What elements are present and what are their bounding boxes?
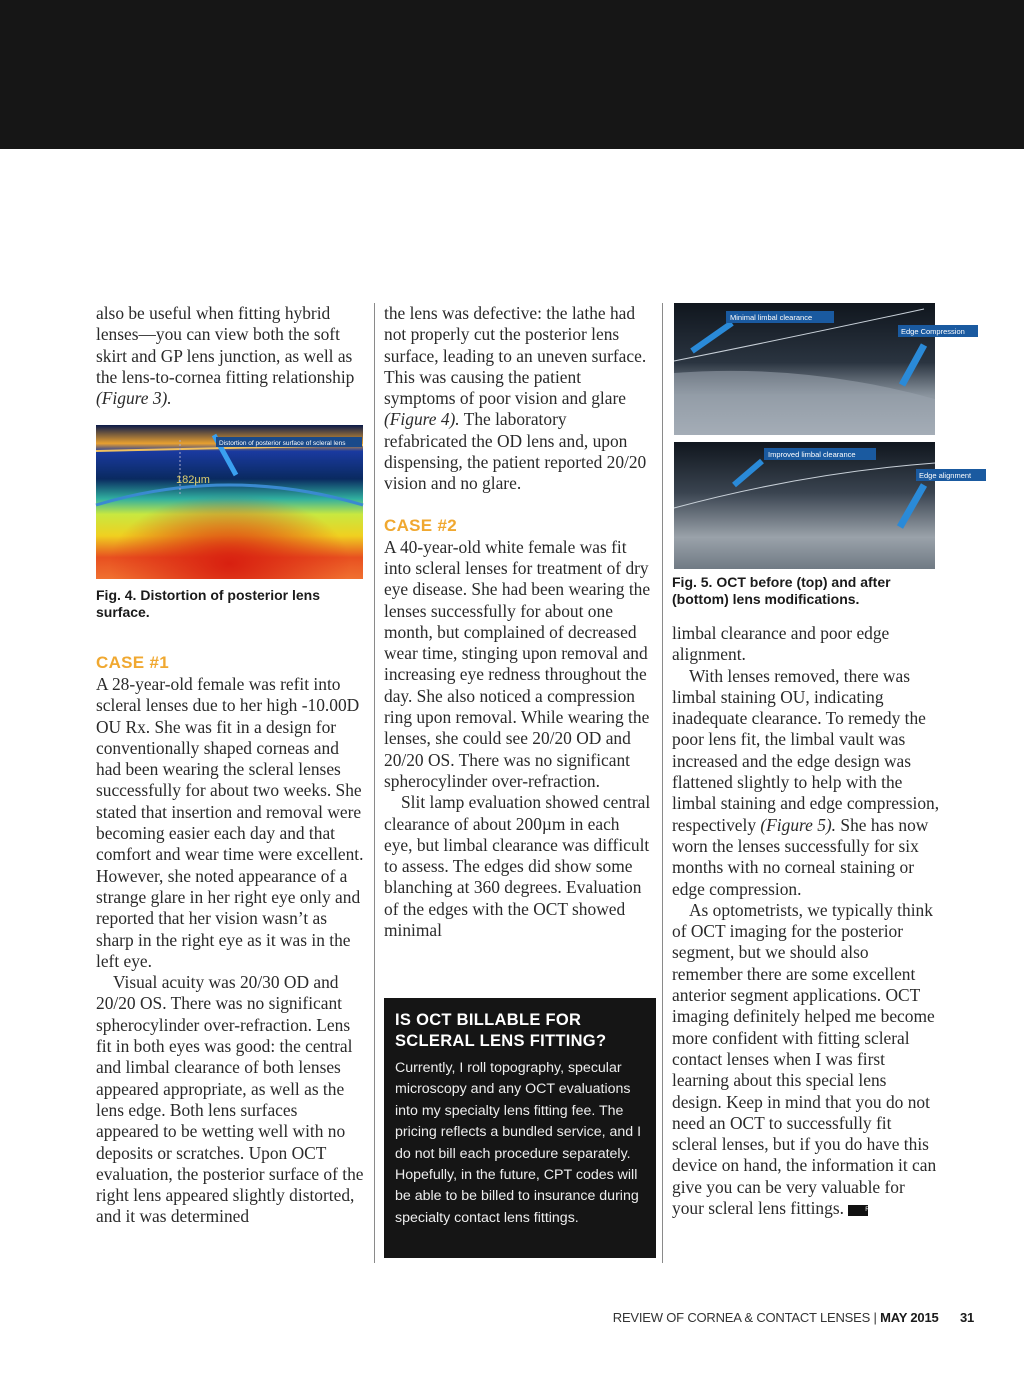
svg-text:Improved limbal clearance: Improved limbal clearance <box>768 450 856 459</box>
figure-5-image <box>674 303 972 569</box>
paragraph: A 40-year-old white female was fit into scleral lenses for treatment of dry eye disease. She had been wearing the lenses successfully for about one month, but complained of decreased wear time, stinging upon removal and increasing eye redness throughout the day. She also noticed a compression ring upon removal. While wearing the lenses, she could see 20/20 OD and 20/20 OS. There was no significant spherocylinder over-refraction. <box>384 536 651 791</box>
figure-5-caption: Fig. 5. OCT before (top) and after (bottom) lens modifications. <box>672 574 891 607</box>
svg-text:Minimal limbal clearance: Minimal limbal clearance <box>730 313 813 322</box>
paragraph: A 28-year-old female was refit into scleral lenses due to her high -10.00D OU Rx. She was fit in a design for conventionally shaped corneas and had been wearing the scleral lenses successfully for about two weeks. She stated that insertion and removal were becoming easier each day and that comfort and wear time were excellent. However, she noted appearance of a strange glare in her right eye only and reported that her vision wasn’t as sharp in the right eye as it was in the left eye. <box>96 674 364 971</box>
svg-text:Edge Compression: Edge Compression <box>901 327 965 336</box>
paragraph: Visual acuity was 20/30 OD and 20/20 OS. There was no significant spherocylinder over-refraction. Lens fit in both eyes was good: the central and limbal clearance of both lenses appeared appropriate, as well as the lens edge. Both lens surfaces appeared to be wetting well with no deposits or scratches. Upon OCT evaluation, the posterior surface of the right lens appeared slightly distorted, and it was determined <box>96 972 364 1227</box>
paragraph: the lens was defective: the lathe had not properly cut the posterior lens surface, leading to an uneven surface. This was causing the patient symptoms of poor vision and glare (Figure 4). The laboratory refabricated the OD lens and, upon dispensing, the patient reported 20/20 vision and no glare. <box>384 303 647 494</box>
svg-text:182μm: 182μm <box>176 474 210 486</box>
paragraph: With lenses removed, there was limbal staining OU, indicating inadequate clearance. To remedy the poor lens fit, the limbal vault was increased and the edge design was flattened slightly to help with the limbal staining and edge compression, respectively (Figure 5). She has now worn the lenses successfully for six months with no corneal staining or edge compression. <box>672 665 940 899</box>
case-1-heading: CASE #1 <box>96 653 169 672</box>
figure-4-image <box>96 425 363 579</box>
column-rule <box>662 303 663 1263</box>
column-3 <box>672 574 940 1219</box>
svg-text:Distortion of posterior surfac: Distortion of posterior surface of scleral lens <box>219 440 346 447</box>
column-1-lower <box>96 587 364 1228</box>
footer-separator: | <box>873 1310 877 1325</box>
paragraph: limbal clearance and poor edge alignment. <box>672 623 890 665</box>
top-band <box>0 0 1024 149</box>
issue-date: MAY 2015 <box>880 1310 939 1325</box>
sidebar-title: IS OCT BILLABLE FOR SCLERAL LENS FITTING? <box>395 1011 607 1050</box>
case-2-heading: CASE #2 <box>384 515 457 535</box>
sidebar-text: Currently, I roll topography, specular microscopy and any OCT evaluations into my specialty lens fitting fee. The pricing reflects a bundled service, and I do not bill each procedure separately. Hopefully, in the future, CPT codes will be able to be billed to insurance during specialty contact lens fittings. <box>395 1060 642 1226</box>
svg-text:Edge alignment: Edge alignment <box>919 471 972 480</box>
end-mark-logo: RCCL <box>848 1205 868 1216</box>
figure-4-caption: Fig. 4. Distortion of posterior lens surface. <box>96 587 321 620</box>
publication-name: REVIEW OF CORNEA & CONTACT LENSES <box>612 1310 871 1325</box>
paragraph: As optometrists, we typically think of OCT imaging for the posterior segment, but we should also remember there are some excellent anterior segment applications. OCT imaging definitely helped me become more confident with fitting scleral contact lenses when I was first learning about this special lens design. Keep in mind that you do not need an OCT to successfully fit scleral lenses, but if you do have this device on hand, the information it can give you can be very valuable for your scleral lens fittings. RCCL <box>672 899 937 1219</box>
column-2 <box>384 303 652 941</box>
page-number: 31 <box>959 1310 974 1325</box>
paragraph: also be useful when fitting hybrid lenses—you can view both the soft skirt and GP lens junction, as well as the lens-to-cornea fitting relationship (Figure 3). <box>96 303 355 409</box>
column-rule <box>374 303 375 1263</box>
column-1 <box>96 303 364 409</box>
page-footer <box>613 1310 974 1325</box>
paragraph: Slit lamp evaluation showed central clearance of about 200µm in each eye, but limbal clearance was difficult to assess. The edges did show some blanching at 360 degrees. Evaluation of the edges with the OCT showed minimal <box>384 792 651 941</box>
sidebar-box <box>384 998 656 1258</box>
